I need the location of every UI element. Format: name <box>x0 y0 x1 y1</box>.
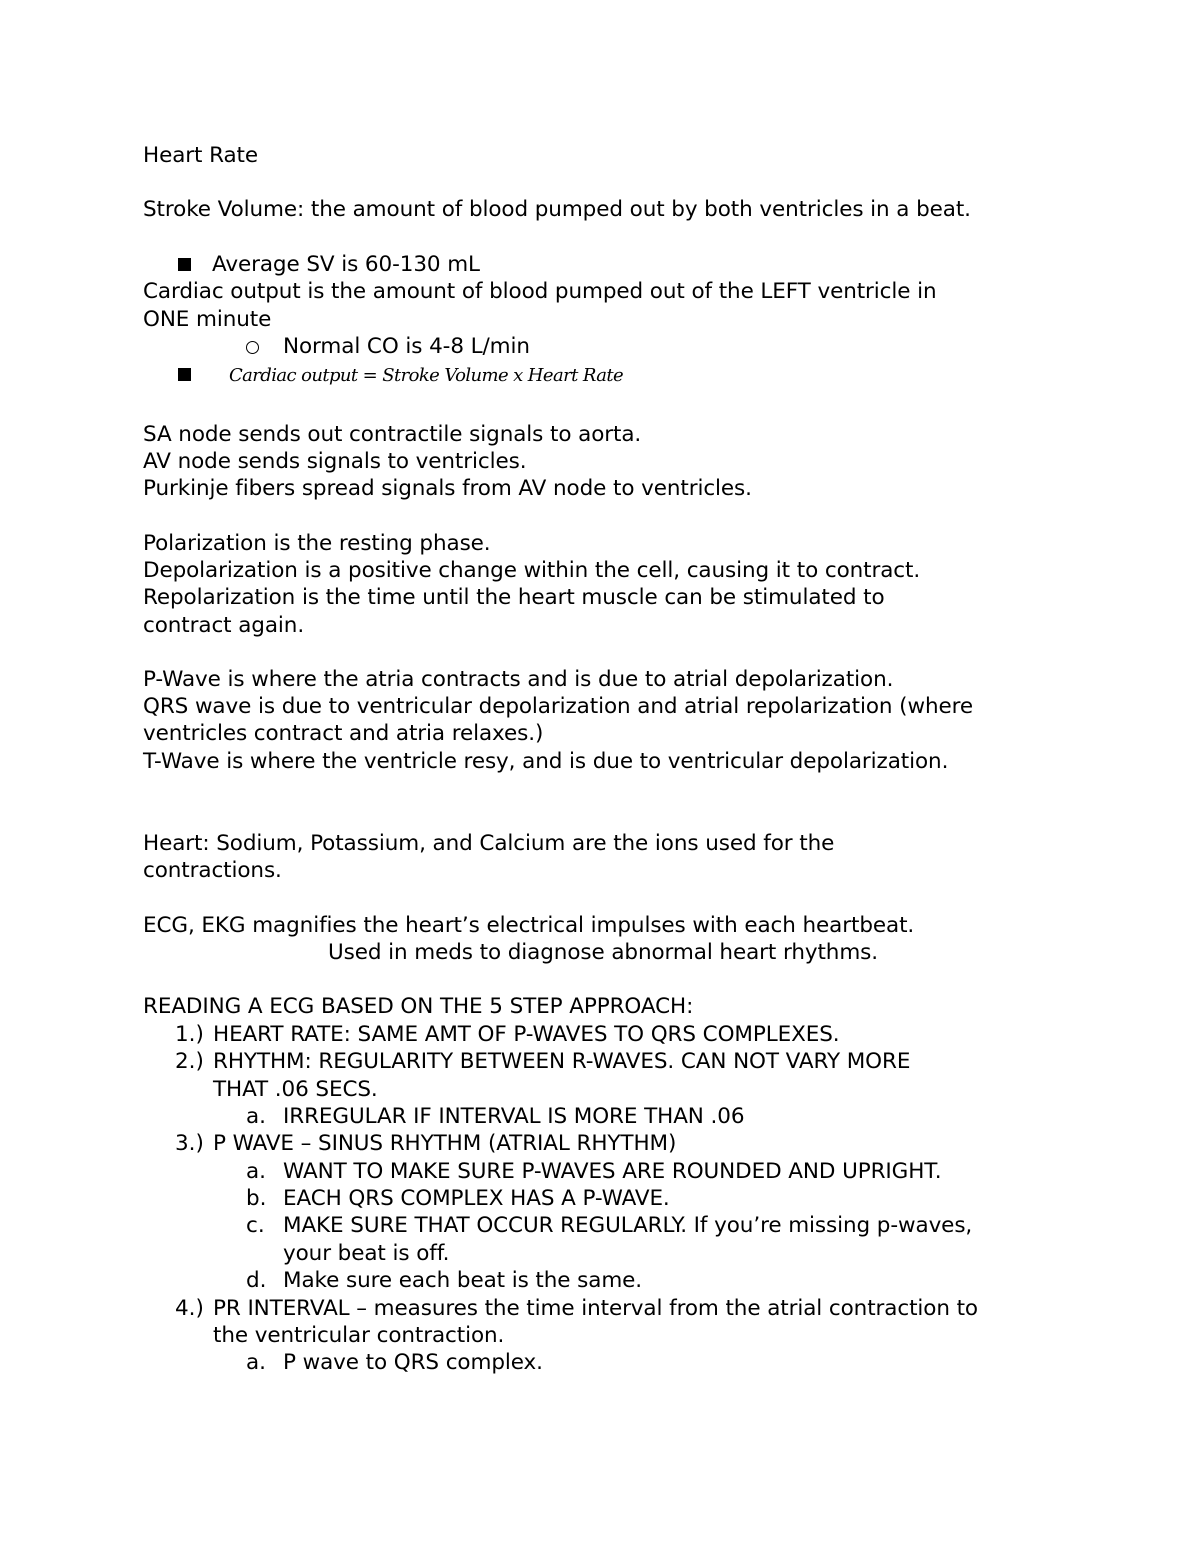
qrs-wave-line-1: QRS wave is due to ventricular depolarization and atrial repolarization (where <box>143 694 973 719</box>
average-sv-bullet: Average SV is 60-130 mL <box>212 252 480 277</box>
step-p-wave: P WAVE – SINUS RHYTHM (ATRIAL RHYTHM) <box>213 1131 677 1156</box>
t-wave-line: T-Wave is where the ventricle resy, and is due to ventricular depolarization. <box>143 749 949 774</box>
step-number: 2.) <box>175 1049 204 1074</box>
cardiac-output-formula: Cardiac output = Stroke Volume x Heart Rate <box>229 365 624 386</box>
step-heart-rate: HEART RATE: SAME AMT OF P-WAVES TO QRS COMPLEXES. <box>213 1022 840 1047</box>
approach-heading: READING A ECG BASED ON THE 5 STEP APPROACH: <box>143 994 694 1019</box>
p-wave-sub-item-d: Make sure each beat is the same. <box>283 1268 643 1293</box>
polarization-line: Polarization is the resting phase. <box>143 531 491 556</box>
p-wave-sub-item-c-line-1: MAKE SURE THAT OCCUR REGULARLY. If you’re missing p-waves, <box>283 1213 973 1238</box>
cardiac-output-line-2: ONE minute <box>143 307 272 332</box>
step-number: 4.) <box>175 1296 204 1321</box>
cardiac-output-line-1: Cardiac output is the amount of blood pumped out of the LEFT ventricle in <box>143 279 937 304</box>
sub-item-letter: a. <box>246 1350 267 1375</box>
ecg-description: ECG, EKG magnifies the heart’s electrical impulses with each heartbeat. <box>143 913 915 938</box>
sub-item-letter: a. <box>246 1104 267 1129</box>
depolarization-line: Depolarization is a positive change within the cell, causing it to contract. <box>143 558 921 583</box>
ions-line-1: Heart: Sodium, Potassium, and Calcium are the ions used for the <box>143 831 835 856</box>
ecg-usage: Used in meds to diagnose abnormal heart rhythms. <box>328 940 879 965</box>
square-bullet-icon <box>178 368 191 381</box>
p-wave-sub-item-c-line-2: your beat is off. <box>283 1241 450 1266</box>
step-pr-interval-line-2: the ventricular contraction. <box>213 1323 505 1348</box>
sub-item-letter: a. <box>246 1159 267 1184</box>
step-pr-interval-line-1: PR INTERVAL – measures the time interval from the atrial contraction to <box>213 1296 978 1321</box>
square-bullet-icon <box>178 258 191 271</box>
ions-line-2: contractions. <box>143 858 282 883</box>
step-rhythm-line-1: RHYTHM: REGULARITY BETWEEN R-WAVES. CAN NOT VARY MORE <box>213 1049 911 1074</box>
sub-item-letter: d. <box>246 1268 267 1293</box>
p-wave-sub-item-b: EACH QRS COMPLEX HAS A P-WAVE. <box>283 1186 670 1211</box>
sub-item-letter: b. <box>246 1186 267 1211</box>
p-wave-sub-item-a: WANT TO MAKE SURE P-WAVES ARE ROUNDED AND UPRIGHT. <box>283 1159 942 1184</box>
stroke-volume-definition: Stroke Volume: the amount of blood pumped out by both ventricles in a beat. <box>143 197 971 222</box>
step-rhythm-line-2: THAT .06 SECS. <box>213 1077 378 1102</box>
circle-bullet-icon <box>246 341 259 354</box>
p-wave-line: P-Wave is where the atria contracts and is due to atrial depolarization. <box>143 667 894 692</box>
normal-co-bullet: Normal CO is 4-8 L/min <box>283 334 530 359</box>
qrs-wave-line-2: ventricles contract and atria relaxes.) <box>143 721 544 746</box>
sa-node-line: SA node sends out contractile signals to aorta. <box>143 422 642 447</box>
purkinje-line: Purkinje fibers spread signals from AV node to ventricles. <box>143 476 752 501</box>
av-node-line: AV node sends signals to ventricles. <box>143 449 527 474</box>
step-number: 1.) <box>175 1022 204 1047</box>
repolarization-line-2: contract again. <box>143 613 305 638</box>
page-title: Heart Rate <box>143 143 258 168</box>
rhythm-sub-item: IRREGULAR IF INTERVAL IS MORE THAN .06 <box>283 1104 745 1129</box>
pr-interval-sub-item: P wave to QRS complex. <box>283 1350 543 1375</box>
step-number: 3.) <box>175 1131 204 1156</box>
repolarization-line-1: Repolarization is the time until the heart muscle can be stimulated to <box>143 585 885 610</box>
sub-item-letter: c. <box>246 1213 265 1238</box>
